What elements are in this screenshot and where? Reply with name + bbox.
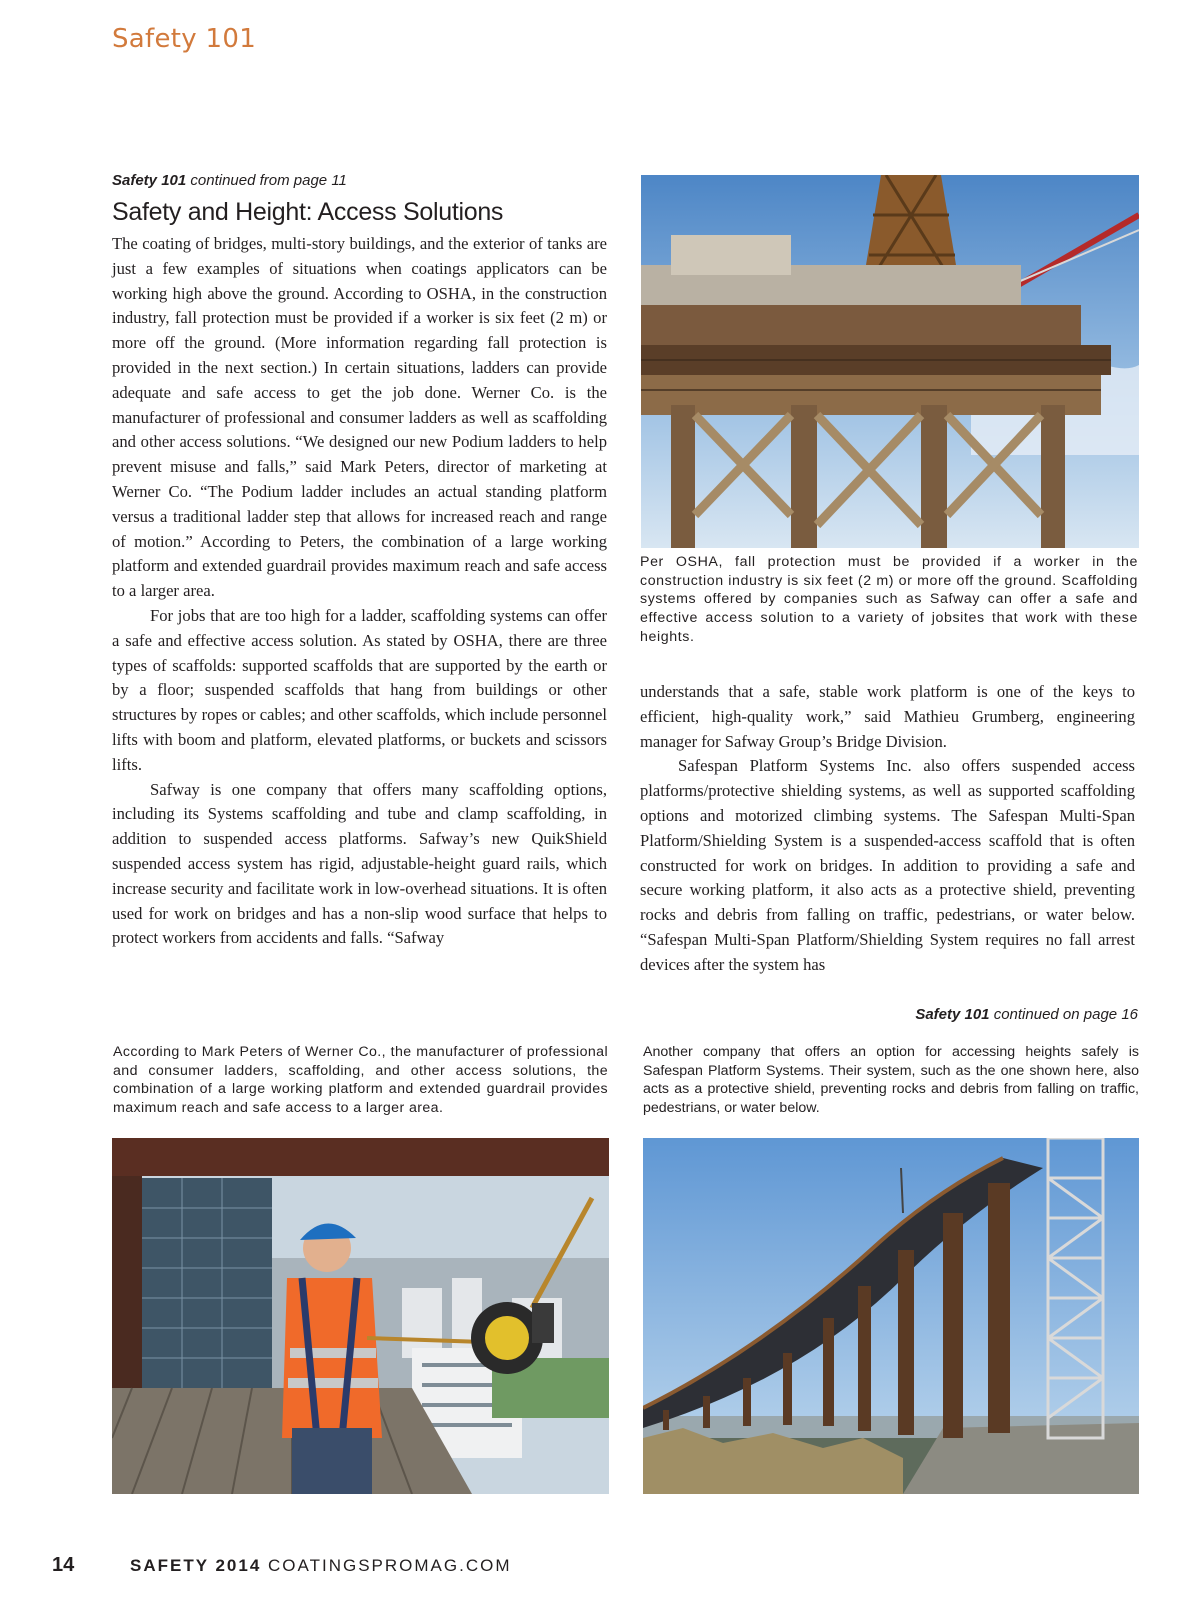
left-column: [112, 232, 607, 951]
right-column: [640, 680, 1135, 978]
body-paragraph: The coating of bridges, multi-story buildings, and the exterior of tanks are just a few examples of situations when coatings applicators can be working high above the ground. According to OSHA, in the construction industry, fall protection must be provided if a worker is six feet (2 m) or more off the ground. (More information regarding fall protection is provided in the next section.) In certain situations, ladders can provide adequate and safe access to get the job done. Werner Co. is the manufacturer of professional and consumer ladders as well as scaffolding and other access solutions. “We designed our new Podium ladders to help prevent misuse and falls,” said Mark Peters, director of marketing at Werner Co. “The Podium ladder includes an actual standing platform versus a traditional ladder step that allows for increased reach and range of motion.” According to Peters, the combination of a large working platform and extended guardrail provides maximum reach and safe access to a larger area.: [112, 234, 607, 601]
section-label: Safety 101: [112, 24, 257, 54]
magazine-footer: [130, 1556, 512, 1576]
worker-illustration: [112, 1138, 609, 1494]
oil-rig-photo: [641, 175, 1139, 548]
bridge-photo: [643, 1138, 1139, 1494]
continued-on-title: Safety 101: [915, 1006, 990, 1023]
body-paragraph: understands that a safe, stable work platform is one of the keys to efficient, high-quality work,” said Mathieu Grumberg, engineering manager for Safway Group’s Bridge Division.: [640, 682, 1135, 751]
magazine-site: COATINGSPROMAG.COM: [268, 1556, 512, 1575]
bridge-illustration: [643, 1138, 1139, 1494]
ladder-worker-caption: According to Mark Peters of Werner Co., the manufacturer of professional and consumer ladders, scaffolding, and other access solutions, the combination of a large working platform and extended guardrail provides maximum reach and safe access to a larger area.: [113, 1044, 608, 1117]
bridge-caption: Another company that offers an option for accessing heights safely is Safespan Platform Systems. Their system, such as the one shown here, also acts as a protective shield, preventing rocks and debris from falling on traffic, pedestrians, or water below.: [643, 1044, 1139, 1117]
oil-rig-illustration: [641, 175, 1139, 548]
magazine-issue: SAFETY 2014: [130, 1556, 262, 1575]
oil-rig-caption: Per OSHA, fall protection must be provided if a worker in the construction industry is six feet (2 m) or more off the ground. Scaffolding systems offered by companies such as Safway can offer a safe and effective access solution to a variety of jobsites that work with these heights.: [640, 554, 1138, 645]
continued-from-note: [112, 172, 347, 189]
continued-on-text: continued on page 16: [993, 1006, 1138, 1023]
body-paragraph: Safway is one company that offers many scaffolding options, including its Systems scaffolding and tube and clamp scaffolding, in addition to suspended access platforms. Safway’s new QuikShield suspended access system has rigid, adjustable-height guard rails, which increase security and facilitate work in low-overhead situations. It is often used for work on bridges and has a non-slip wood surface that helps to protect workers from accidents and falls. “Safway: [112, 779, 607, 948]
continued-from-title: Safety 101: [112, 172, 187, 189]
continued-on-note: [640, 1006, 1138, 1023]
worker-photo: [112, 1138, 609, 1494]
article-headline: Safety and Height: Access Solutions: [112, 198, 504, 226]
body-paragraph: Safespan Platform Systems Inc. also offers suspended access platforms/protective shielding systems, as well as supported scaffolding options and motorized climbing systems. The Safespan Multi-Span Platform/Shielding System is a suspended-access scaffold that is often constructed for work on bridges. In addition to providing a safe and secure working platform, it also acts as a protective shield, preventing rocks and debris from falling on traffic, pedestrians, or water below. “Safespan Multi-Span Platform/Shielding System requires no fall arrest devices after the system has: [640, 756, 1135, 974]
body-paragraph: For jobs that are too high for a ladder, scaffolding systems can offer a safe and effective access solution. As stated by OSHA, there are three types of scaffolds: supported scaffolds that are supported by the earth or by a floor; suspended scaffolds that hang from buildings or other structures by ropes or cables; and other scaffolds, which include personnel lifts with boom and platform, elevated platforms, or buckets and scissors lifts.: [112, 605, 607, 774]
continued-from-text: continued from page 11: [190, 172, 347, 189]
page-number: 14: [52, 1554, 75, 1576]
